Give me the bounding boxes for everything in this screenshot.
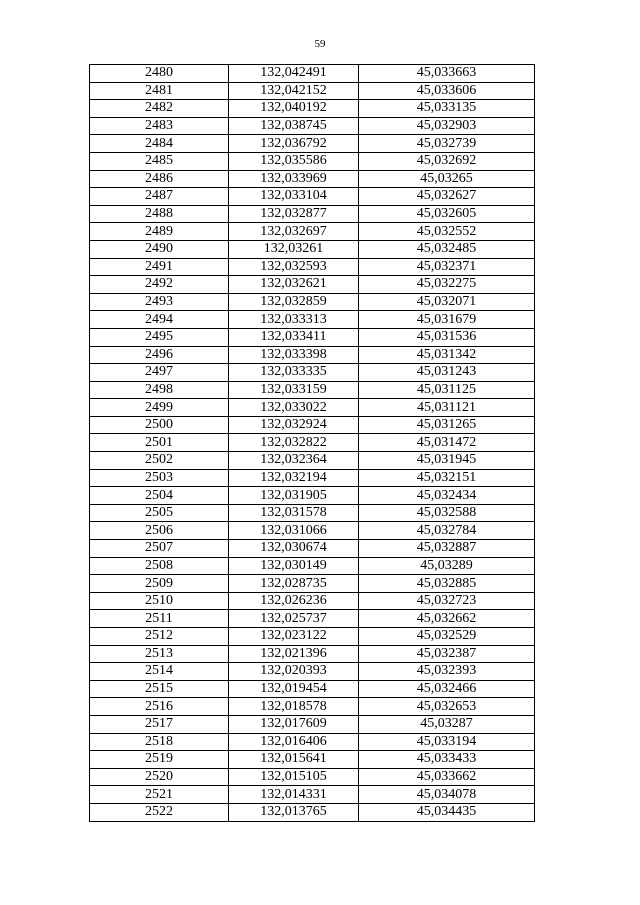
latitude-cell: 45,03265 xyxy=(359,170,535,188)
page-number: 59 xyxy=(314,38,326,50)
longitude-cell: 132,018578 xyxy=(229,698,359,716)
longitude-cell: 132,033398 xyxy=(229,346,359,364)
table-row xyxy=(90,65,535,83)
point-number-cell: 2511 xyxy=(90,610,229,628)
latitude-cell: 45,031265 xyxy=(359,416,535,434)
table-row xyxy=(90,293,535,311)
latitude-cell: 45,033135 xyxy=(359,100,535,118)
latitude-cell: 45,033606 xyxy=(359,82,535,100)
longitude-cell: 132,013765 xyxy=(229,803,359,821)
table-row xyxy=(90,188,535,206)
latitude-cell: 45,031125 xyxy=(359,381,535,399)
longitude-cell: 132,031578 xyxy=(229,504,359,522)
table-row xyxy=(90,223,535,241)
longitude-cell: 132,033313 xyxy=(229,311,359,329)
table-row xyxy=(90,733,535,751)
longitude-cell: 132,033104 xyxy=(229,188,359,206)
table-row xyxy=(90,381,535,399)
table-row xyxy=(90,346,535,364)
point-number-cell: 2510 xyxy=(90,592,229,610)
point-number-cell: 2521 xyxy=(90,786,229,804)
table-row xyxy=(90,469,535,487)
point-number-cell: 2496 xyxy=(90,346,229,364)
longitude-cell: 132,031066 xyxy=(229,522,359,540)
longitude-cell: 132,032877 xyxy=(229,205,359,223)
table-row xyxy=(90,487,535,505)
latitude-cell: 45,032071 xyxy=(359,293,535,311)
latitude-cell: 45,032627 xyxy=(359,188,535,206)
point-number-cell: 2516 xyxy=(90,698,229,716)
longitude-cell: 132,033969 xyxy=(229,170,359,188)
table-row xyxy=(90,663,535,681)
point-number-cell: 2508 xyxy=(90,557,229,575)
longitude-cell: 132,032924 xyxy=(229,416,359,434)
point-number-cell: 2497 xyxy=(90,364,229,382)
table-row xyxy=(90,258,535,276)
latitude-cell: 45,031472 xyxy=(359,434,535,452)
latitude-cell: 45,033663 xyxy=(359,65,535,83)
latitude-cell: 45,033194 xyxy=(359,733,535,751)
longitude-cell: 132,036792 xyxy=(229,135,359,153)
table-row xyxy=(90,751,535,769)
latitude-cell: 45,032605 xyxy=(359,205,535,223)
point-number-cell: 2504 xyxy=(90,487,229,505)
latitude-cell: 45,032371 xyxy=(359,258,535,276)
point-number-cell: 2501 xyxy=(90,434,229,452)
point-number-cell: 2519 xyxy=(90,751,229,769)
longitude-cell: 132,025737 xyxy=(229,610,359,628)
latitude-cell: 45,03287 xyxy=(359,715,535,733)
longitude-cell: 132,038745 xyxy=(229,117,359,135)
longitude-cell: 132,015641 xyxy=(229,751,359,769)
point-number-cell: 2486 xyxy=(90,170,229,188)
table-row xyxy=(90,240,535,258)
latitude-cell: 45,031536 xyxy=(359,328,535,346)
point-number-cell: 2490 xyxy=(90,240,229,258)
point-number-cell: 2498 xyxy=(90,381,229,399)
longitude-cell: 132,031905 xyxy=(229,487,359,505)
latitude-cell: 45,032485 xyxy=(359,240,535,258)
point-number-cell: 2507 xyxy=(90,540,229,558)
longitude-cell: 132,021396 xyxy=(229,645,359,663)
table-row xyxy=(90,135,535,153)
longitude-cell: 132,023122 xyxy=(229,628,359,646)
latitude-cell: 45,033662 xyxy=(359,768,535,786)
table-row xyxy=(90,715,535,733)
longitude-cell: 132,042491 xyxy=(229,65,359,83)
longitude-cell: 132,042152 xyxy=(229,82,359,100)
table-row xyxy=(90,100,535,118)
point-number-cell: 2489 xyxy=(90,223,229,241)
longitude-cell: 132,032697 xyxy=(229,223,359,241)
point-number-cell: 2495 xyxy=(90,328,229,346)
point-number-cell: 2492 xyxy=(90,276,229,294)
table-row xyxy=(90,680,535,698)
latitude-cell: 45,034435 xyxy=(359,803,535,821)
point-number-cell: 2518 xyxy=(90,733,229,751)
longitude-cell: 132,032822 xyxy=(229,434,359,452)
point-number-cell: 2502 xyxy=(90,452,229,470)
latitude-cell: 45,03289 xyxy=(359,557,535,575)
table-row xyxy=(90,311,535,329)
latitude-cell: 45,032387 xyxy=(359,645,535,663)
latitude-cell: 45,032692 xyxy=(359,152,535,170)
point-number-cell: 2487 xyxy=(90,188,229,206)
point-number-cell: 2503 xyxy=(90,469,229,487)
latitude-cell: 45,032662 xyxy=(359,610,535,628)
table-row xyxy=(90,170,535,188)
point-number-cell: 2520 xyxy=(90,768,229,786)
latitude-cell: 45,032393 xyxy=(359,663,535,681)
point-number-cell: 2488 xyxy=(90,205,229,223)
longitude-cell: 132,016406 xyxy=(229,733,359,751)
longitude-cell: 132,040192 xyxy=(229,100,359,118)
point-number-cell: 2491 xyxy=(90,258,229,276)
latitude-cell: 45,032151 xyxy=(359,469,535,487)
table-row xyxy=(90,628,535,646)
table-row xyxy=(90,399,535,417)
table-row xyxy=(90,540,535,558)
latitude-cell: 45,032552 xyxy=(359,223,535,241)
table-row xyxy=(90,610,535,628)
table-row xyxy=(90,328,535,346)
latitude-cell: 45,031679 xyxy=(359,311,535,329)
latitude-cell: 45,031243 xyxy=(359,364,535,382)
latitude-cell: 45,032739 xyxy=(359,135,535,153)
table-row xyxy=(90,504,535,522)
latitude-cell: 45,034078 xyxy=(359,786,535,804)
latitude-cell: 45,032723 xyxy=(359,592,535,610)
table-row xyxy=(90,645,535,663)
latitude-cell: 45,032903 xyxy=(359,117,535,135)
point-number-cell: 2482 xyxy=(90,100,229,118)
point-number-cell: 2481 xyxy=(90,82,229,100)
table-row xyxy=(90,522,535,540)
latitude-cell: 45,031121 xyxy=(359,399,535,417)
longitude-cell: 132,032593 xyxy=(229,258,359,276)
longitude-cell: 132,033411 xyxy=(229,328,359,346)
longitude-cell: 132,032859 xyxy=(229,293,359,311)
table-row xyxy=(90,276,535,294)
point-number-cell: 2493 xyxy=(90,293,229,311)
table-row xyxy=(90,557,535,575)
longitude-cell: 132,032364 xyxy=(229,452,359,470)
latitude-cell: 45,032653 xyxy=(359,698,535,716)
latitude-cell: 45,032885 xyxy=(359,575,535,593)
point-number-cell: 2509 xyxy=(90,575,229,593)
latitude-cell: 45,031342 xyxy=(359,346,535,364)
point-number-cell: 2517 xyxy=(90,715,229,733)
longitude-cell: 132,015105 xyxy=(229,768,359,786)
table-row xyxy=(90,592,535,610)
table-row xyxy=(90,575,535,593)
point-number-cell: 2480 xyxy=(90,65,229,83)
point-number-cell: 2483 xyxy=(90,117,229,135)
table-row xyxy=(90,82,535,100)
longitude-cell: 132,030149 xyxy=(229,557,359,575)
point-number-cell: 2499 xyxy=(90,399,229,417)
point-number-cell: 2484 xyxy=(90,135,229,153)
longitude-cell: 132,033159 xyxy=(229,381,359,399)
table-row xyxy=(90,205,535,223)
latitude-cell: 45,032466 xyxy=(359,680,535,698)
longitude-cell: 132,032621 xyxy=(229,276,359,294)
point-number-cell: 2513 xyxy=(90,645,229,663)
longitude-cell: 132,032194 xyxy=(229,469,359,487)
longitude-cell: 132,019454 xyxy=(229,680,359,698)
table-row xyxy=(90,117,535,135)
point-number-cell: 2500 xyxy=(90,416,229,434)
latitude-cell: 45,032529 xyxy=(359,628,535,646)
point-number-cell: 2522 xyxy=(90,803,229,821)
table-row xyxy=(90,364,535,382)
longitude-cell: 132,033022 xyxy=(229,399,359,417)
longitude-cell: 132,030674 xyxy=(229,540,359,558)
point-number-cell: 2494 xyxy=(90,311,229,329)
table-row xyxy=(90,452,535,470)
coordinates-table-body xyxy=(90,65,535,822)
latitude-cell: 45,032275 xyxy=(359,276,535,294)
longitude-cell: 132,028735 xyxy=(229,575,359,593)
table-row xyxy=(90,803,535,821)
table-row xyxy=(90,698,535,716)
point-number-cell: 2505 xyxy=(90,504,229,522)
latitude-cell: 45,032887 xyxy=(359,540,535,558)
latitude-cell: 45,032588 xyxy=(359,504,535,522)
longitude-cell: 132,03261 xyxy=(229,240,359,258)
point-number-cell: 2514 xyxy=(90,663,229,681)
longitude-cell: 132,026236 xyxy=(229,592,359,610)
coordinates-table xyxy=(89,64,535,822)
point-number-cell: 2506 xyxy=(90,522,229,540)
latitude-cell: 45,033433 xyxy=(359,751,535,769)
table-row xyxy=(90,434,535,452)
longitude-cell: 132,020393 xyxy=(229,663,359,681)
longitude-cell: 132,033335 xyxy=(229,364,359,382)
longitude-cell: 132,017609 xyxy=(229,715,359,733)
latitude-cell: 45,032784 xyxy=(359,522,535,540)
longitude-cell: 132,035586 xyxy=(229,152,359,170)
table-row xyxy=(90,768,535,786)
latitude-cell: 45,032434 xyxy=(359,487,535,505)
point-number-cell: 2485 xyxy=(90,152,229,170)
table-row xyxy=(90,152,535,170)
table-row xyxy=(90,786,535,804)
point-number-cell: 2515 xyxy=(90,680,229,698)
table-row xyxy=(90,416,535,434)
point-number-cell: 2512 xyxy=(90,628,229,646)
longitude-cell: 132,014331 xyxy=(229,786,359,804)
latitude-cell: 45,031945 xyxy=(359,452,535,470)
